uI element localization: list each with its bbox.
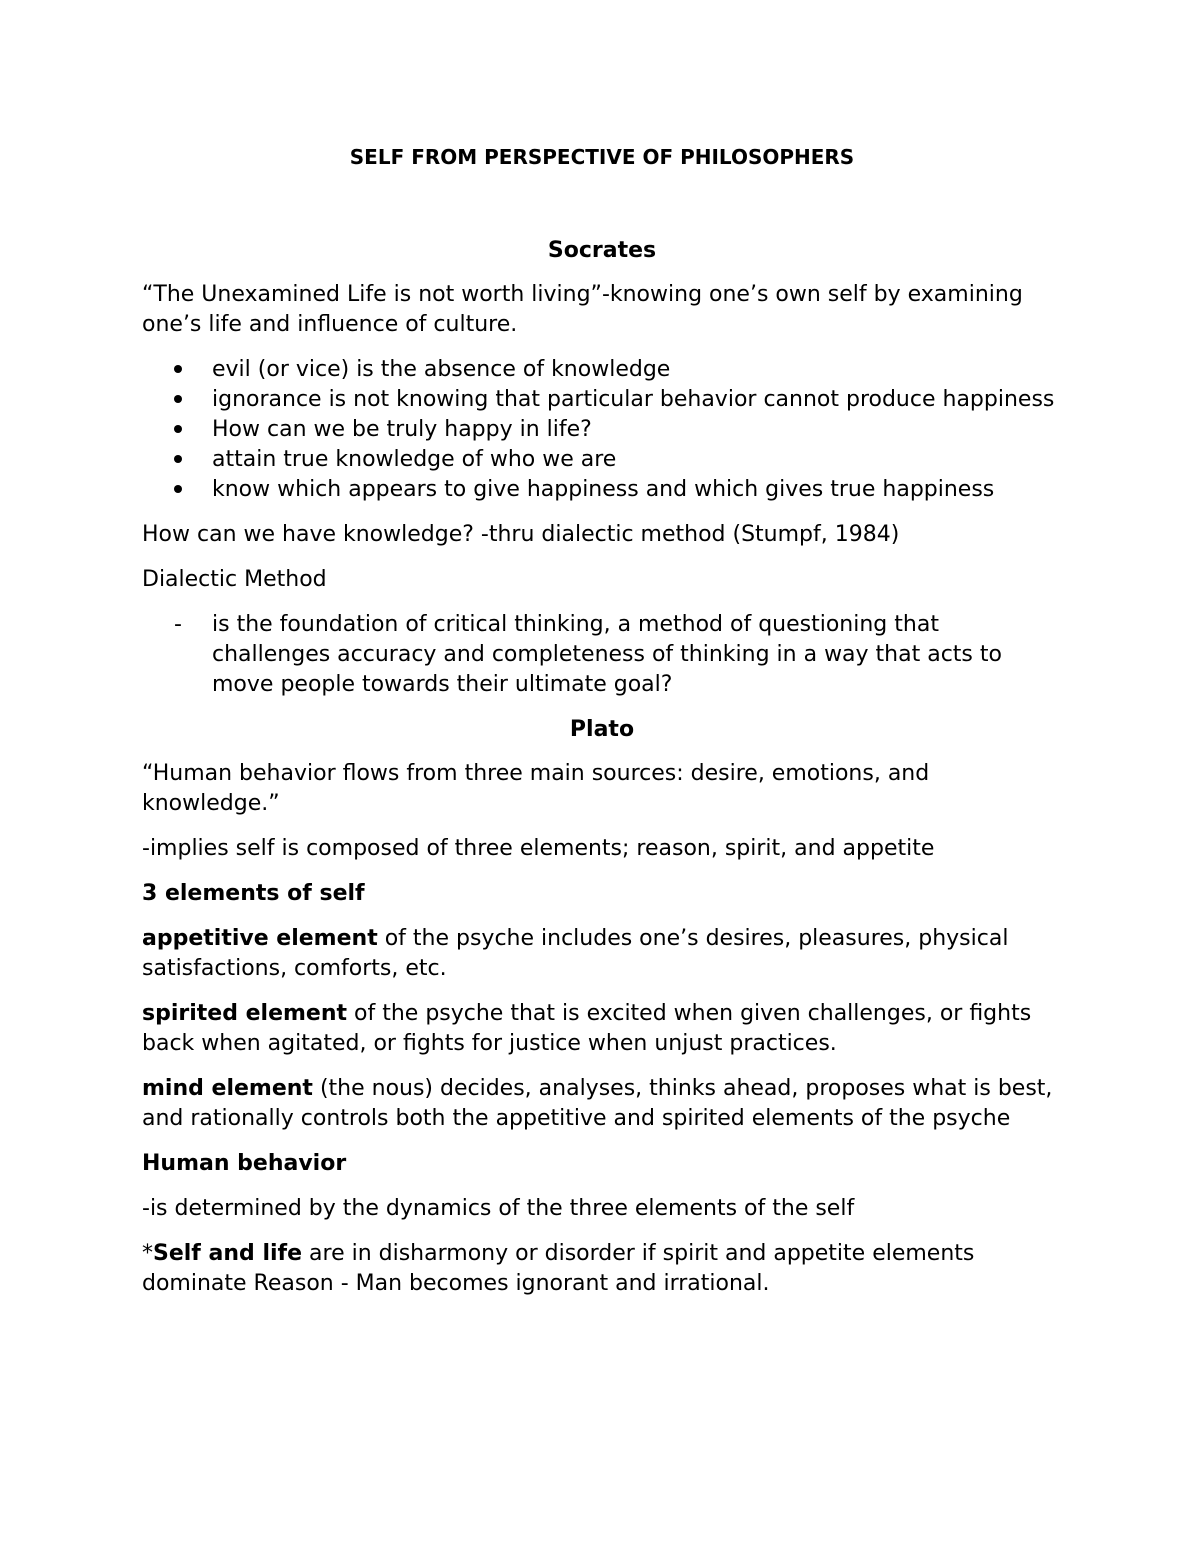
spirited-term: spirited element: [142, 1001, 348, 1026]
behavior-heading: Human behavior: [142, 1151, 347, 1176]
dialectic-method-label: Dialectic Method: [142, 567, 327, 592]
elements-heading: 3 elements of self: [142, 881, 365, 906]
document-title: SELF FROM PERSPECTIVE OF PHILOSOPHERS: [349, 145, 855, 169]
self-life-prefix: *: [142, 1241, 153, 1266]
appetitive-term: appetitive element: [142, 926, 378, 951]
list-item: [142, 445, 1062, 475]
list-item: [142, 475, 1062, 505]
list-item: [142, 355, 1062, 385]
list-item-text: know which appears to give happiness and which gives true happiness: [212, 477, 995, 502]
dialectic-dash-list: [142, 610, 1062, 700]
behavior-text: -is determined by the dynamics of the three elements of the self: [142, 1196, 855, 1221]
self-life-term: Self and life: [153, 1241, 303, 1266]
list-item-text: ignorance is not knowing that particular behavior cannot produce happiness: [212, 387, 1055, 412]
socrates-bullet-list: [142, 355, 1062, 505]
list-item: [142, 415, 1062, 445]
socrates-quote: “The Unexamined Life is not worth living”-knowing one’s own self by examining one’s life and influence of culture.: [142, 282, 1023, 337]
plato-heading: Plato: [569, 717, 635, 742]
mind-text: (the nous) decides, analyses, thinks ahead, proposes what is best, and rationally controls both the appetitive and spirited elements of the psyche: [142, 1076, 1053, 1131]
appetitive-paragraph: [142, 924, 1062, 984]
plato-implies: -implies self is composed of three elements; reason, spirit, and appetite: [142, 836, 935, 861]
spirited-paragraph: [142, 999, 1062, 1059]
list-item-text: How can we be truly happy in life?: [212, 417, 592, 442]
socrates-heading: Socrates: [547, 238, 657, 263]
spirited-text: of the psyche that is excited when given challenges, or fights back when agitated, or fights for justice when unjust practices.: [142, 1001, 1032, 1056]
mind-term: mind element: [142, 1076, 313, 1101]
self-life-text: are in disharmony or disorder if spirit and appetite elements dominate Reason - Man becomes ignorant and irrational.: [142, 1241, 975, 1296]
plato-quote: “Human behavior flows from three main sources: desire, emotions, and knowledge.”: [142, 761, 930, 816]
appetitive-text: of the psyche includes one’s desires, pleasures, physical satisfactions, comforts, etc.: [142, 926, 1009, 981]
list-item-text: attain true knowledge of who we are: [212, 447, 617, 472]
list-item-text: evil (or vice) is the absence of knowledge: [212, 357, 671, 382]
document-page: [142, 140, 1062, 1314]
mind-paragraph: [142, 1074, 1062, 1134]
list-item: [142, 385, 1062, 415]
list-item-text: is the foundation of critical thinking, a method of questioning that challenges accuracy and completeness of thinking in a way that acts to move people towards their ultimate goal?: [212, 612, 1002, 697]
dash-marker: -: [174, 612, 182, 637]
self-life-paragraph: [142, 1239, 1062, 1299]
list-item: [142, 610, 1062, 700]
knowledge-question: How can we have knowledge? -thru dialectic method (Stumpf, 1984): [142, 522, 900, 547]
